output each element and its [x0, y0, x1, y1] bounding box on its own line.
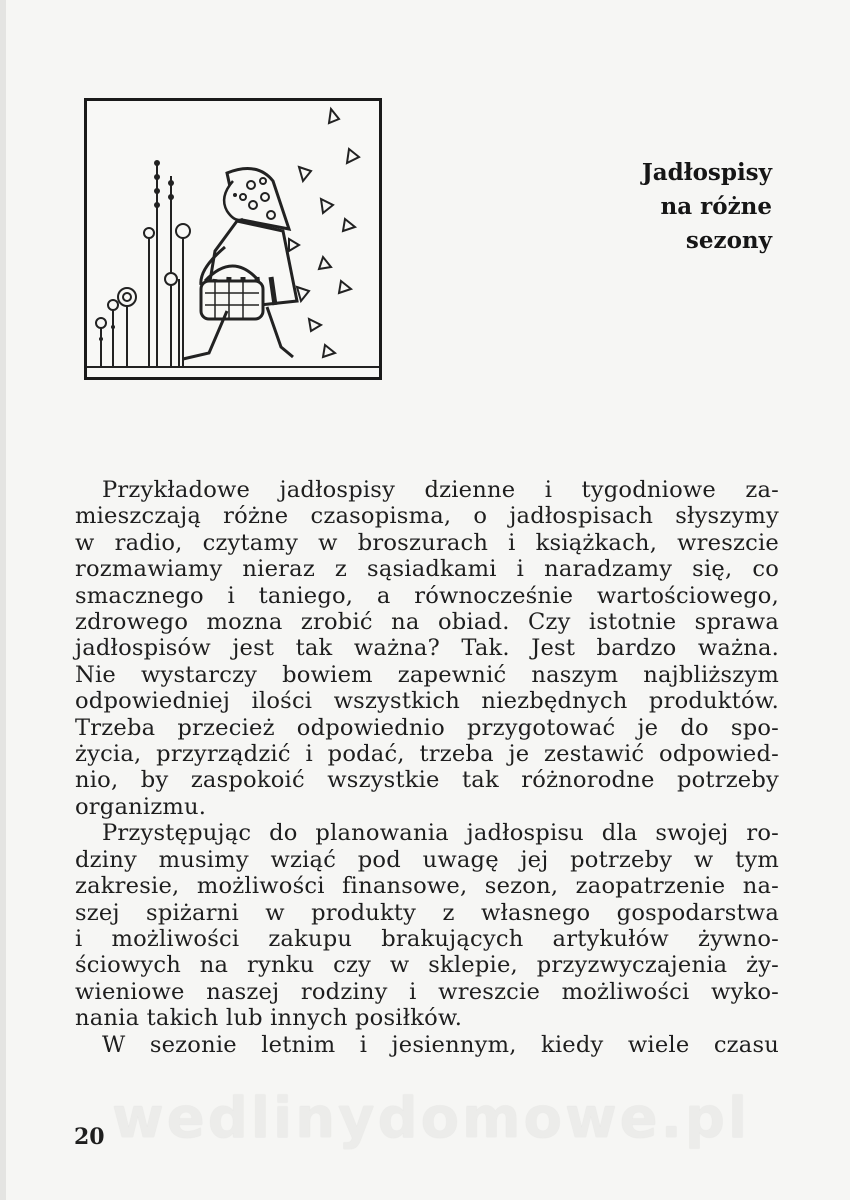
text-line: organizmu. [75, 793, 207, 820]
text-line: ściowych na rynku czy w sklepie, przyzwyczajenia ży- [75, 952, 779, 979]
text-line: Nie wystarczy bowiem zapewnić naszym najbliższym [75, 661, 779, 688]
text-line: Trzeba przecież odpowiednio przygotować je do spo- [75, 714, 779, 741]
text-line: życia, przyrządzić i podać, trzeba je zestawić odpowied- [75, 741, 779, 768]
illustration-frame [84, 98, 382, 380]
chapter-title [642, 156, 772, 258]
page-number: 20 [74, 1124, 105, 1150]
text-line: wieniowe naszej rodziny i wreszcie możliwości wyko- [75, 978, 779, 1005]
woman-with-basket-icon [87, 101, 379, 377]
page-edge [0, 0, 6, 1200]
text-line: odpowiedniej ilości wszystkich niezbędnych produktów. [75, 688, 779, 715]
chapter-title-line: sezony [685, 227, 772, 254]
text-line: Przykładowe jadłospisy dzienne i tygodniowe za- [102, 477, 779, 503]
text-line: Przystępując do planowania jadłospisu dla swojej ro- [102, 820, 779, 847]
text-line: mieszczają różne czasopisma, o jadłospisach słyszymy [75, 503, 779, 530]
text-line: szej spiżarni w produkty z własnego gospodarstwa [75, 899, 779, 926]
text-line: zakresie, możliwości finansowe, sezon, zaopatrzenie na- [75, 873, 779, 900]
text-line: nania takich lub innych posiłków. [75, 1005, 463, 1032]
text-line: zdrowego mozna zrobić na obiad. Czy istotnie sprawa [75, 609, 779, 636]
body-text [75, 477, 779, 1058]
text-line: W sezonie letnim i jesiennym, kiedy wiele czasu [102, 1031, 779, 1058]
text-line: smacznego i taniego, a równocześnie wartościowego, [75, 582, 779, 609]
text-line: rozmawiamy nieraz z sąsiadkami i naradzamy się, co [75, 556, 779, 583]
watermark: wedlinydomowe.pl [112, 1086, 751, 1151]
chapter-title-line: Jadłospisy [641, 159, 772, 186]
chapter-title-line: na różne [660, 193, 772, 220]
text-line: nio, by zaspokoić wszystkie tak różnorodne potrzeby [75, 767, 779, 794]
text-line: jadłospisów jest tak ważna? Tak. Jest bardzo ważna. [75, 635, 779, 662]
text-line: i możliwości zakupu brakujących artykułów żywno- [75, 925, 779, 952]
text-line: dziny musimy wziąć pod uwagę jej potrzeby w tym [75, 846, 779, 873]
text-line: w radio, czytamy w broszurach i książkach, wreszcie [75, 529, 779, 556]
